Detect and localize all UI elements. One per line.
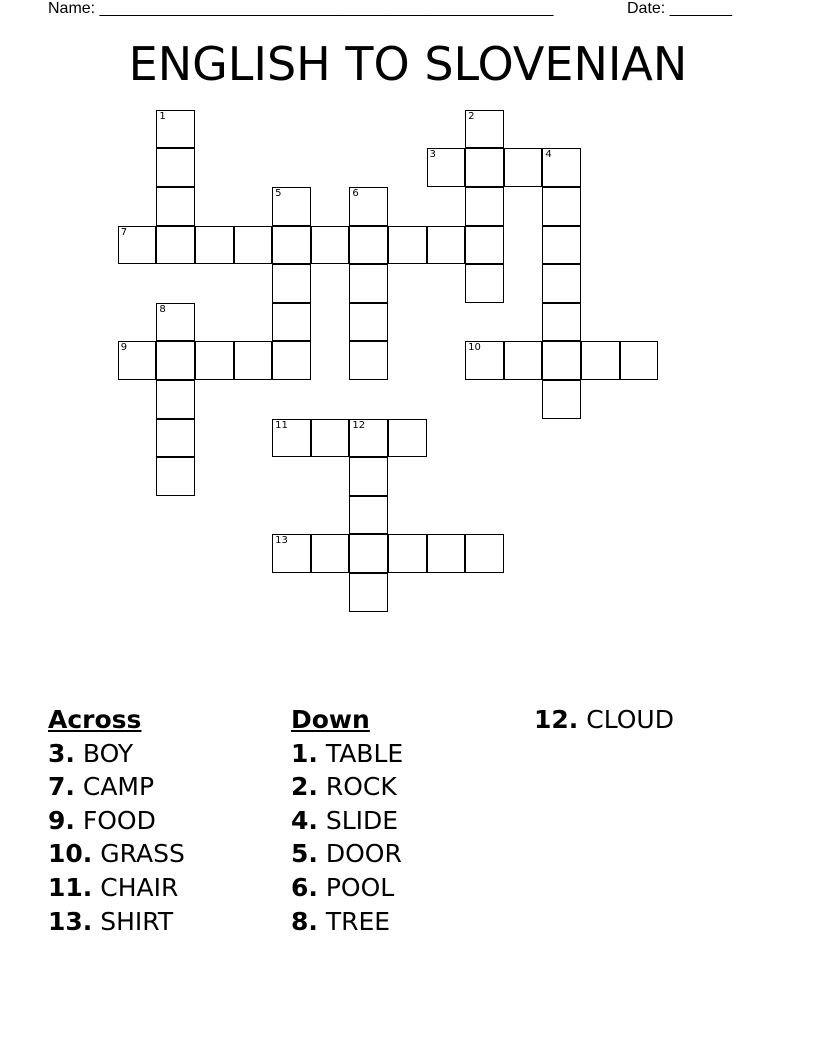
clue-item	[48, 905, 185, 939]
grid-cell[interactable]	[620, 341, 659, 380]
grid-cell[interactable]	[388, 534, 427, 573]
across-heading: Across	[48, 705, 142, 734]
clue-number: 5	[275, 187, 282, 199]
grid-cell[interactable]	[427, 148, 466, 187]
down-heading: Down	[291, 705, 370, 734]
clue-item-text: SLIDE	[325, 805, 399, 835]
clue-item-number: 7.	[48, 772, 75, 802]
clue-number: 8	[159, 303, 166, 315]
clue-item-text: DOOR	[325, 839, 402, 869]
grid-cell[interactable]	[542, 226, 581, 265]
grid-cell[interactable]	[272, 187, 311, 226]
grid-cell[interactable]	[504, 341, 543, 380]
clue-item	[48, 770, 185, 804]
clue-number: 4	[545, 149, 552, 161]
grid-cell[interactable]	[234, 226, 273, 265]
clue-item-text: FOOD	[82, 805, 156, 835]
clue-item	[48, 871, 185, 905]
clue-item-number: 9.	[48, 805, 75, 835]
clue-item	[291, 737, 403, 771]
clue-item-number: 3.	[48, 738, 75, 768]
clue-item	[291, 871, 403, 905]
clue-item	[48, 837, 185, 871]
clue-item-number: 4.	[291, 805, 318, 835]
grid-cell[interactable]	[156, 341, 195, 380]
grid-cell[interactable]	[349, 226, 388, 265]
clue-item-number: 11.	[48, 872, 93, 902]
grid-cell[interactable]	[118, 341, 157, 380]
grid-cell[interactable]	[427, 534, 466, 573]
clue-item-number: 12.	[534, 705, 579, 734]
clue-item	[534, 703, 674, 737]
clue-item-number: 8.	[291, 906, 318, 936]
down-clues-continued	[534, 703, 674, 737]
grid-cell[interactable]	[504, 148, 543, 187]
clue-item-text: SHIRT	[100, 906, 174, 936]
grid-cell[interactable]	[156, 380, 195, 419]
clue-item-number: 6.	[291, 872, 318, 902]
clue-number: 7	[120, 226, 128, 238]
clue-item	[291, 837, 403, 871]
down-clues	[291, 703, 403, 938]
grid-cell[interactable]	[272, 419, 311, 458]
grid-cell[interactable]	[156, 148, 195, 187]
clue-item	[291, 804, 403, 838]
across-clues	[48, 703, 185, 938]
grid-cell[interactable]	[349, 534, 388, 573]
clue-item-number: 5.	[291, 839, 318, 869]
clue-number: 12	[352, 419, 366, 431]
grid-cell[interactable]	[465, 534, 504, 573]
clue-number: 2	[468, 110, 475, 122]
clue-item-text: ROCK	[325, 772, 397, 802]
grid-cell[interactable]	[311, 534, 350, 573]
clue-item-text: CLOUD	[586, 705, 674, 734]
grid-cell[interactable]	[272, 534, 311, 573]
grid-cell[interactable]	[156, 226, 195, 265]
clue-item-text: BOY	[82, 738, 134, 768]
clue-number: 11	[275, 419, 288, 431]
clue-item	[291, 905, 403, 939]
grid-cell[interactable]	[542, 264, 581, 303]
clue-item-text: TABLE	[325, 738, 404, 768]
grid-cell[interactable]	[542, 148, 581, 187]
grid-cell[interactable]	[272, 226, 311, 265]
clue-item-number: 2.	[291, 772, 318, 802]
grid-cell[interactable]	[349, 457, 388, 496]
date-field: Date: _______	[627, 0, 732, 17]
grid-cell[interactable]	[272, 303, 311, 342]
clue-number: 10	[468, 342, 481, 354]
clue-item-text: CAMP	[82, 772, 155, 802]
grid-cell[interactable]	[118, 226, 157, 265]
clue-number: 13	[275, 535, 288, 547]
grid-cell[interactable]	[272, 264, 311, 303]
grid-cell[interactable]	[311, 226, 350, 265]
grid-cell[interactable]	[542, 187, 581, 226]
clue-item-text: GRASS	[100, 839, 185, 869]
clue-item-number: 13.	[48, 906, 93, 936]
grid-cell[interactable]	[542, 380, 581, 419]
clue-item	[48, 804, 185, 838]
clue-item	[48, 737, 185, 771]
clue-number: 6	[352, 187, 359, 199]
grid-cell[interactable]	[195, 341, 234, 380]
grid-cell[interactable]	[311, 419, 350, 458]
grid-cell[interactable]	[156, 303, 195, 342]
grid-cell[interactable]	[349, 419, 388, 458]
clue-item-number: 10.	[48, 839, 93, 869]
grid-cell[interactable]	[465, 341, 504, 380]
grid-cell[interactable]	[542, 303, 581, 342]
grid-cell[interactable]	[195, 226, 234, 265]
grid-cell[interactable]	[542, 341, 581, 380]
clue-number: 9	[120, 342, 128, 354]
clue-item-text: CHAIR	[100, 872, 179, 902]
grid-cell[interactable]	[349, 341, 388, 380]
grid-cell[interactable]	[465, 264, 504, 303]
grid-cell[interactable]	[465, 187, 504, 226]
grid-cell[interactable]	[349, 573, 388, 612]
grid-cell[interactable]	[156, 187, 195, 226]
clue-item-number: 1.	[291, 738, 318, 768]
grid-cell[interactable]	[349, 303, 388, 342]
grid-cell[interactable]	[234, 341, 273, 380]
grid-cell[interactable]	[349, 264, 388, 303]
grid-cell[interactable]	[156, 110, 195, 149]
clue-number: 3	[429, 149, 436, 161]
grid-cell[interactable]	[388, 419, 427, 458]
grid-cell[interactable]	[465, 148, 504, 187]
clue-item	[291, 770, 403, 804]
grid-cell[interactable]	[581, 341, 620, 380]
grid-cell[interactable]	[388, 226, 427, 265]
clue-item-text: TREE	[325, 906, 391, 936]
grid-cell[interactable]	[156, 457, 195, 496]
clue-item-text: POOL	[325, 872, 395, 902]
grid-cell[interactable]	[272, 341, 311, 380]
grid-cell[interactable]	[349, 496, 388, 535]
grid-cell[interactable]	[427, 226, 466, 265]
clue-number: 1	[159, 110, 166, 122]
grid-cell[interactable]	[349, 187, 388, 226]
name-field: Name: ___________________________________________________	[48, 0, 554, 17]
page-title: ENGLISH TO SLOVENIAN	[128, 37, 688, 91]
grid-cell[interactable]	[465, 110, 504, 149]
grid-cell[interactable]	[465, 226, 504, 265]
grid-cell[interactable]	[156, 419, 195, 458]
